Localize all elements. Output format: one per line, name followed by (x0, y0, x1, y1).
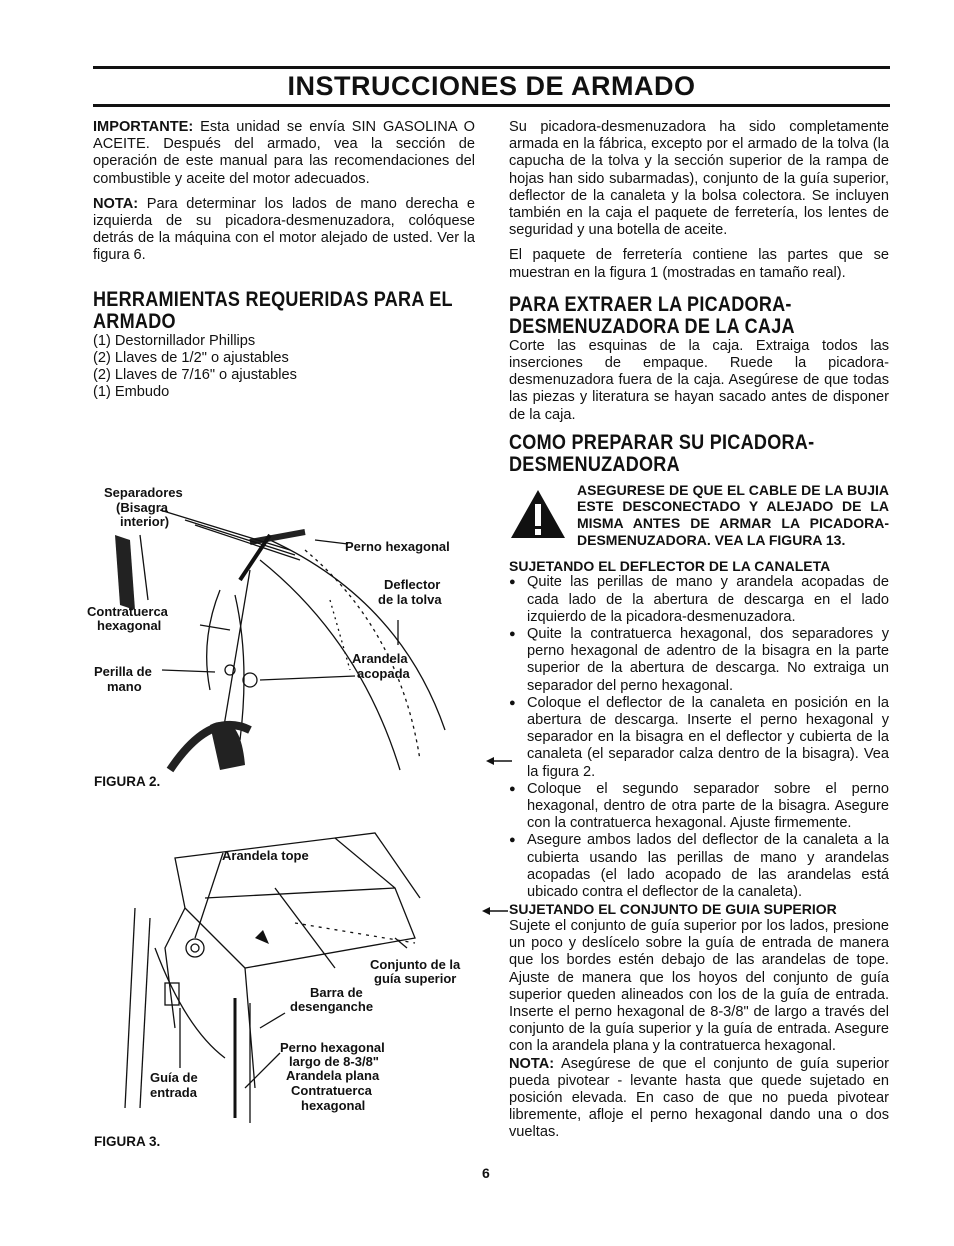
intro-paragraph: Su picadora-desmenuzadora ha sido completamente armada en la fábrica, excepto por el armado de la tolva (la capucha de la tolva y la sección superior de la rampa de hojas han sido subarmadas), conjunto de la guía superior, deflector de la canaleta y la bolsa colectora. Se incluyen también en la caja el paquete de ferretería, los lentes de seguridad y una botella de aceite. (509, 119, 889, 239)
label-perilla: Perilla de (94, 664, 152, 679)
label-contratuerca: Contratuerca (87, 604, 168, 619)
label-contratuerca-hex: hexagonal (97, 618, 162, 633)
list-item: ● Quite las perillas de mano y arandela acopadas de cada lado de la abertura de descarga en el lado izquierdo de la picadora-desmenuzadora. (509, 574, 889, 626)
note-paragraph (93, 196, 475, 265)
tool-item: (2) Llaves de 7/16" o ajustables (93, 367, 297, 384)
deflector-steps (509, 574, 889, 901)
tools-heading-line2: ARMADO (93, 309, 176, 333)
tool-item: (2) Llaves de 1/2" o ajustables (93, 349, 289, 366)
left-column (93, 119, 475, 401)
label-contratuerca-3: Contratuerca (291, 1083, 372, 1098)
extract-heading (509, 294, 836, 338)
label-acopada: acopada (357, 666, 410, 681)
label-entrada: entrada (150, 1085, 197, 1100)
label-bisagra: (Bisagra (116, 500, 169, 515)
important-paragraph (93, 119, 475, 188)
list-item: ● Quite la contratuerca hexagonal, dos separadores y perno hexagonal de adentro de la bisagra en la parte superior de la abertura de descarga. No extraiga un separador del perno hexagonal. (509, 626, 889, 695)
label-deflector: Deflector (384, 577, 441, 592)
important-label: IMPORTANTE: (93, 119, 194, 135)
extract-heading-line2: DESMENUZADORA DE LA CAJA (509, 314, 795, 338)
label-desenganche: desenganche (290, 999, 374, 1014)
list-item: ● Coloque el segundo separador sobre el perno hexagonal, dentro de otra parte de la bisagra. Asegure con la contratuerca hexagonal. Ajuste firmemente. (509, 781, 889, 833)
arrow-left-icon (486, 756, 512, 766)
important-text: Esta unidad se envía SIN GASOLINA O ACEITE. Después del armado, vea la sección de operación de este manual para las recomendaciones del combustible y aceite del motor adecuados. (93, 119, 475, 187)
hardware-paragraph: El paquete de ferretería contiene las partes que se muestran en la figura 1 (mostradas en tamaño real). (509, 247, 889, 281)
right-column (509, 119, 889, 1150)
label-perno-medida: largo de 8-3/8" (289, 1054, 379, 1069)
prep-heading-line1: COMO PREPARAR SU PICADORA- (509, 430, 815, 454)
tools-heading-line1: HERRAMIENTAS REQUERIDAS PARA EL (93, 287, 453, 311)
label-mano: mano (107, 679, 142, 694)
label-arandela-plana: Arandela plana (286, 1068, 380, 1083)
figure-2-caption: FIGURA 2. (94, 774, 161, 789)
label-arandela: Arandela (352, 651, 408, 666)
label-guia-de: Guía de (150, 1070, 198, 1085)
prep-heading-line2: DESMENUZADORA (509, 452, 680, 476)
tools-list (93, 333, 475, 402)
list-item: ● Asegure ambos lados del deflector de la canaleta a la cubierta usando las perillas de mano y arandelas acopadas (el lado acopado de las arandelas está ubicado contra el deflector de la canaleta). (509, 832, 889, 901)
label-perno-largo: Perno hexagonal (280, 1040, 385, 1055)
guide-note-paragraph (509, 1056, 889, 1142)
figure-3-caption: FIGURA 3. (94, 1134, 161, 1149)
label-separadores: Separadores (104, 485, 183, 500)
label-hexagonal-3: hexagonal (301, 1098, 366, 1113)
label-perno-hexagonal: Perno hexagonal (345, 539, 450, 554)
label-guia-superior: guía superior (374, 971, 457, 986)
note-text: Para determinar los lados de mano derecha e izquierda de su picadora-desmenuzadora, colóquese detrás de la máquina con el motor alejado de usted. Ver la figura 6. (93, 195, 475, 264)
note-label: NOTA: (93, 195, 139, 212)
tool-item: (1) Embudo (93, 384, 170, 401)
tool-item: (1) Destornillador Phillips (93, 332, 256, 349)
deflector-subheading: SUJETANDO EL DEFLECTOR DE LA CANALETA (509, 557, 831, 574)
guide-note-text: Asegúrese de que el conjunto de guía superior pueda pivotear - levante hasta que quede sujetado en posición elevada. En caso de que no pueda pivotear libremente, afloje el perno hexagonal dando una o dos vueltas. (509, 1055, 889, 1141)
guide-subheading: SUJETANDO EL CONJUNTO DE GUIA SUPERIOR (509, 901, 837, 918)
page-number: 6 (482, 1165, 490, 1181)
tools-heading (93, 287, 453, 333)
arrow-left-icon (482, 906, 508, 916)
extract-heading-line1: PARA EXTRAER LA PICADORA- (509, 292, 792, 316)
page-title: INSTRUCCIONES DE ARMADO (287, 71, 696, 101)
prep-heading (509, 432, 836, 476)
warning-block (509, 482, 889, 552)
label-deflector-tolva: de la tolva (378, 592, 442, 607)
label-interior: interior) (120, 514, 170, 529)
extract-paragraph: Corte las esquinas de la caja. Extraiga todos las inserciones de empaque. Ruede la picadora-desmenuzadora fuera de la caja. Asegúrese de que todas las piezas y literatura se hayan sacado antes de disponer de la caja. (509, 337, 889, 423)
guide-paragraph: Sujete el conjunto de guía superior por los lados, presione un poco y deslícelo sobre la guía de entrada de manera que los bordes estén debajo de las arandelas de tope. Ajuste de manera que los hoyos del conjunto de guía superior queden alineados con los de la guía de entrada. Inserte el perno hexagonal de 8-3/8" de largo a través del conjunto de la guía superior y la guía de entrada. Asegure con la arandela plana y la contratuerca hexagonal. (509, 917, 889, 1055)
list-item: ● Coloque el deflector de la canaleta en posición en la abertura de descarga. Inserte el perno hexagonal y separador en la bisagra en el deflector y cubierta de la canaleta (el separador calza dentro de la bisagra). Vea la figura 2. (509, 695, 889, 781)
label-barra: Barra de (310, 985, 363, 1000)
guide-note-label: NOTA: (509, 1055, 555, 1072)
title-rule (93, 104, 890, 107)
label-conjunto-guia: Conjunto de la (370, 957, 461, 972)
warning-triangle-icon (509, 488, 567, 540)
warning-text: ASEGURESE DE QUE EL CABLE DE LA BUJIA ESTE DESCONECTADO Y ALEJADO DE LA MISMA ANTES DE ARMAR LA PICADORA-DESMENUZADORA. VEA LA FIGURA 13. (577, 481, 889, 548)
label-arandela-tope: Arandela tope (222, 848, 309, 863)
